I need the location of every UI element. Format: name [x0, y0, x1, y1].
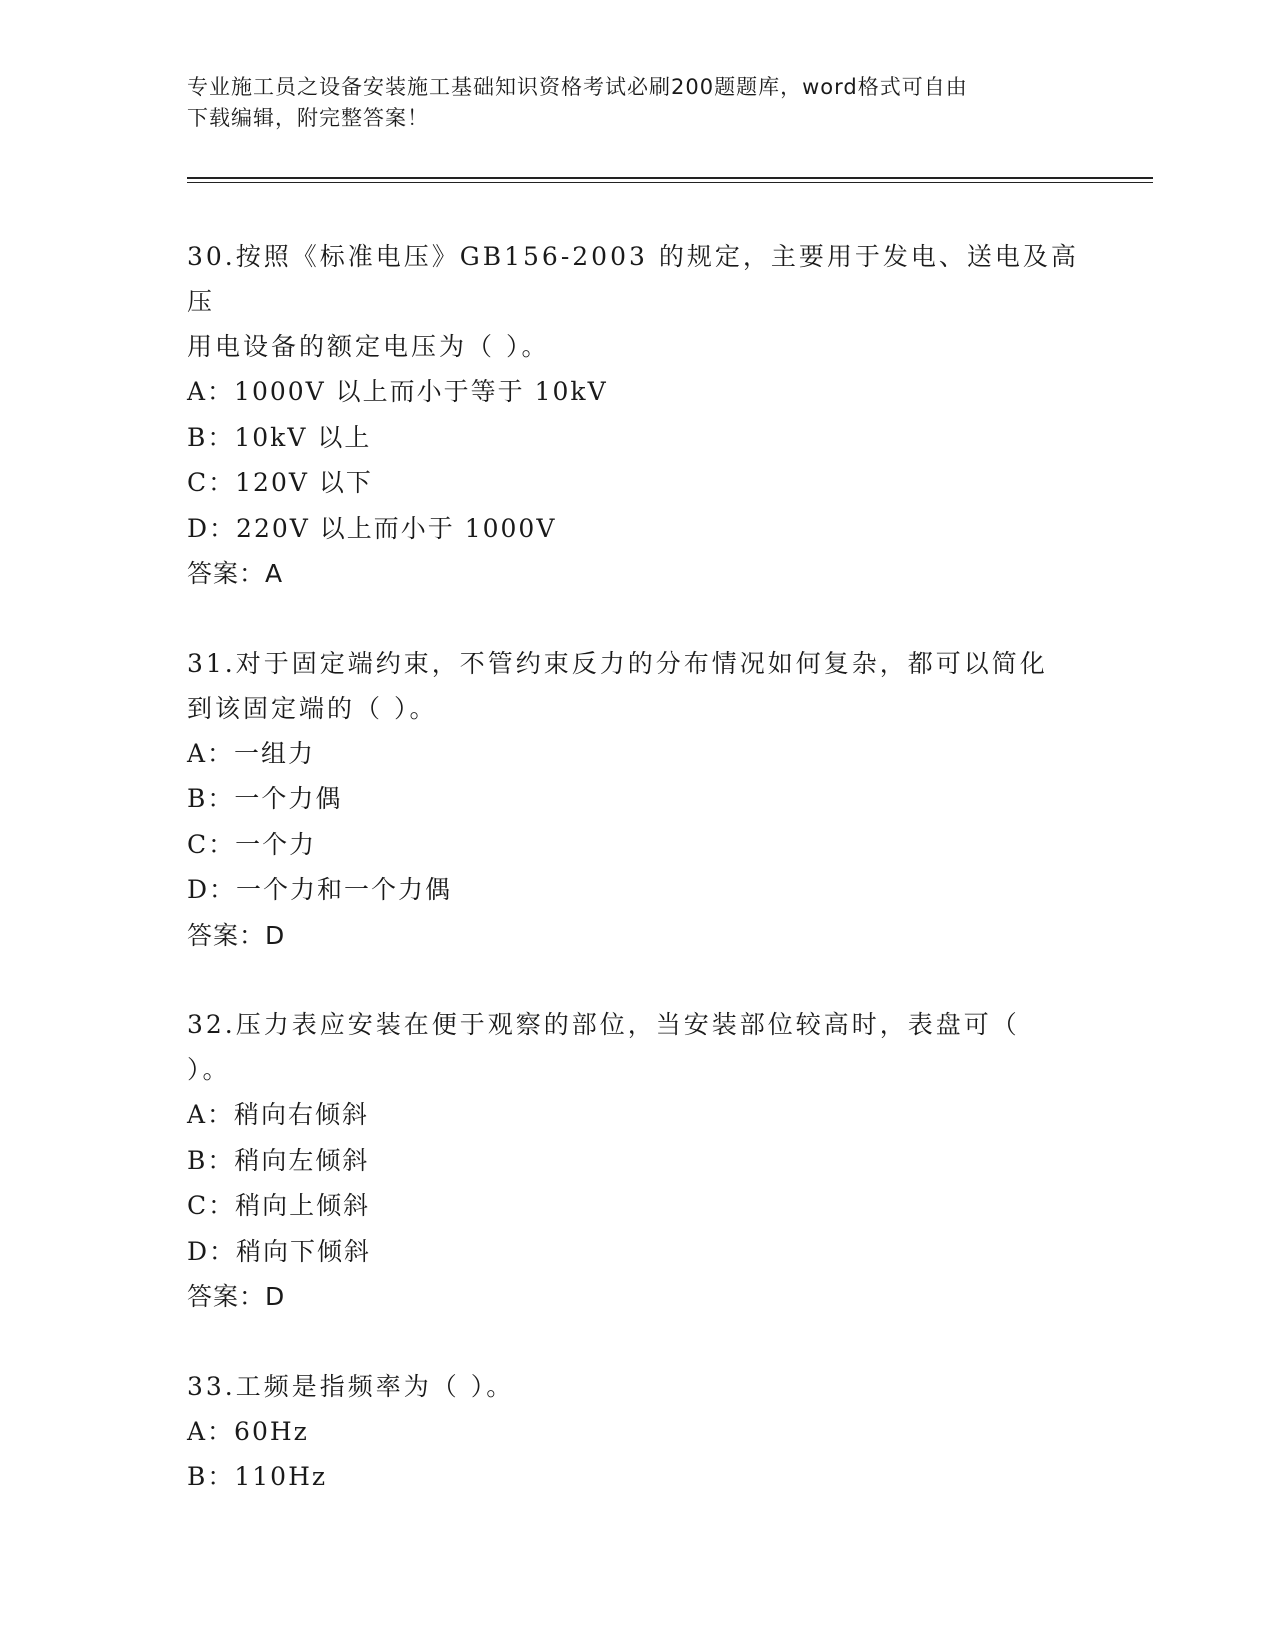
- answer: 答案：D: [187, 920, 286, 950]
- option-c: C：一个力: [187, 829, 317, 859]
- question-31: [187, 641, 1087, 959]
- header-rule-thick: [187, 177, 1153, 179]
- question-stem: 32.压力表应安装在便于观察的部位，当安装部位较高时，表盘可（ ）。: [187, 1010, 1020, 1084]
- option-d: D：220V 以上而小于 1000V: [187, 513, 557, 543]
- option-d: D：稍向下倾斜: [187, 1236, 372, 1266]
- question-list: [187, 234, 1087, 1544]
- option-c: C：120V 以下: [187, 468, 373, 497]
- option-b: B：10kV 以上: [187, 422, 372, 452]
- question-32: [187, 1002, 1087, 1320]
- option-a: A：1000V 以上而小于等于 10kV: [187, 377, 608, 406]
- question-stem: 33.工频是指频率为（ ）。: [187, 1371, 515, 1401]
- option-a: A：一组力: [187, 738, 316, 768]
- answer: 答案：A: [187, 559, 284, 588]
- question-30: [187, 234, 1087, 597]
- question-stem: 30.按照《标准电压》GB156-2003 的规定，主要用于发电、送电及高压 用电设备的额定电压为（ ）。: [187, 242, 1079, 361]
- option-b: B：一个力偶: [187, 784, 343, 813]
- question-33: [187, 1364, 1087, 1500]
- option-a: A：60Hz: [187, 1416, 309, 1446]
- option-d: D：一个力和一个力偶: [187, 875, 453, 904]
- answer: 答案：D: [187, 1282, 286, 1311]
- question-stem: 31.对于固定端约束，不管约束反力的分布情况如何复杂，都可以简化 到该固定端的（ ）。: [187, 648, 1048, 723]
- option-b: B：110Hz: [187, 1462, 328, 1491]
- header-rule-thin: [187, 182, 1153, 183]
- option-b: B：稍向左倾斜: [187, 1145, 370, 1175]
- option-c: C：稍向上倾斜: [187, 1191, 371, 1220]
- document-header: 专业施工员之设备安装施工基础知识资格考试必刷200题题库，word格式可自由 下载编辑，附完整答案！: [187, 75, 968, 130]
- option-a: A：稍向右倾斜: [187, 1100, 370, 1129]
